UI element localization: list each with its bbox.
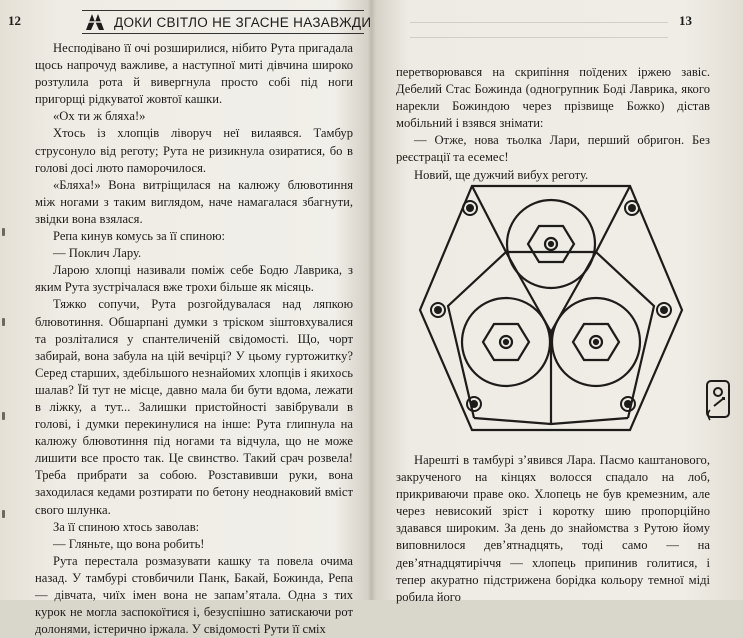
paragraph: — Гляньте, що вона робить! <box>53 536 205 551</box>
show-through-header <box>410 22 668 38</box>
paragraph: Ларою хлопці називали поміж себе Бодю Лаврика, з яким Рута зустрічалася вже трохи більше як місяць. <box>35 263 353 295</box>
hexagon-emblem-figure <box>418 182 684 434</box>
running-title: ДОКИ СВІТЛО НЕ ЗГАСНЕ НАЗАВЖДИ <box>114 14 372 30</box>
paragraph: Хтось із хлопців ліворуч неї вилаявся. Тамбур струсонуло від реготу; Рута не ризикнула озиратися, бо в голові досі люто паморочилося. <box>35 126 353 175</box>
paragraph: Репа кинув комусь за її спиною: <box>53 229 226 244</box>
left-page-number: 12 <box>8 13 21 28</box>
paragraph: «Ох ти ж бляха!» <box>53 109 146 124</box>
right-page-number: 13 <box>679 13 692 28</box>
paragraph: Рута перестала розмазувати кашку та повела очима назад. У тамбурі стовбичили Панк, Бакай, Божинда, Репа — дівчата, чиїх імен вона не запам’ятала. Одна з тих курок не могла заспокоїтися і, безуспішно затискаючи рот долонями, істерично іржала. У свідомості Рути її сміх <box>35 553 353 637</box>
right-page-text-top <box>396 64 710 184</box>
publisher-logo-icon <box>84 12 106 32</box>
left-page <box>0 0 372 637</box>
paragraph: За її спиною хтось заволав: <box>53 519 200 534</box>
paragraph: Несподівано її очі розширилися, нібито Рута пригадала щось напрочуд важливе, а наступної миті дівчина широко розтулила рота й вивергнула просто собі під ноги пригорщі рідкуватої жовтої кашки. <box>35 41 353 107</box>
paragraph: Новий, ще дужчий вибух реготу. <box>414 167 589 182</box>
running-header <box>82 10 372 34</box>
paragraph: «Бляха!» Вона витріщилася на калюжу блювотиння між ногами з таким виглядом, наче намагалася збагнути, звідки вона взялася. <box>35 177 353 226</box>
paragraph: перетворювався на скрипіння поїдених іржею завіс. Дебелий Стас Божинда (одногрупник Боді Лаврика, якого нарекли Божиндою через прізвище Божко) дістав мобільний і взявся знімати: <box>396 65 710 131</box>
phone-camera-icon <box>704 378 734 422</box>
right-page <box>374 0 743 604</box>
paragraph: Нарешті в тамбурі з’явився Лара. Пасмо каштанового, закрученого на кінцях волосся спадало на лоб, прикриваючи праве око. Хлопець не був кремезним, але через невисокий зріст і коротку шию пропорційно здавався широким. За день до знайомства з Рутою йому виповнилося дев’ятнадцять, тоді само — на дев’ятнадцятиріччя — хлопець припинив голитися, і тепер акуратно підстрижена борідка кольору темної міді робила його <box>396 453 710 604</box>
right-page-text-bottom <box>396 452 710 606</box>
paragraph: — Поклич Лару. <box>53 246 142 261</box>
left-page-text <box>35 40 353 638</box>
paragraph: — Отже, нова тьолка Лари, перший обригон. Без реєстрації та есемес! <box>396 133 710 165</box>
paragraph: Тяжко сопучи, Рута розгойдувалася над ляпкою блювотиння. Обшарпані думки з тріском зіштовхувалися та розліталися у спантеличеній свідомості. Що, чорт забирай, вона забула на цій вечірці? У цьому гуртожитку? Серед старших, здебільшого незнайомих хлопців і якихось шалав? Їй тут не місце, давно мала би бути вдома, лежати в ліжку, а тут... Залишки пристойності завібрували в голові, і думки перекинулися на інше: Рута глипнула на калюжу блювотиння під ногами та відчула, що не може лишити все просто так. Це свинство. Такий срач розвела! Треба прибрати за собою. Розставивши руки, вона заходилася кедами розтирати по бетону неоднаковий вміст свого шлунка. <box>35 297 353 517</box>
